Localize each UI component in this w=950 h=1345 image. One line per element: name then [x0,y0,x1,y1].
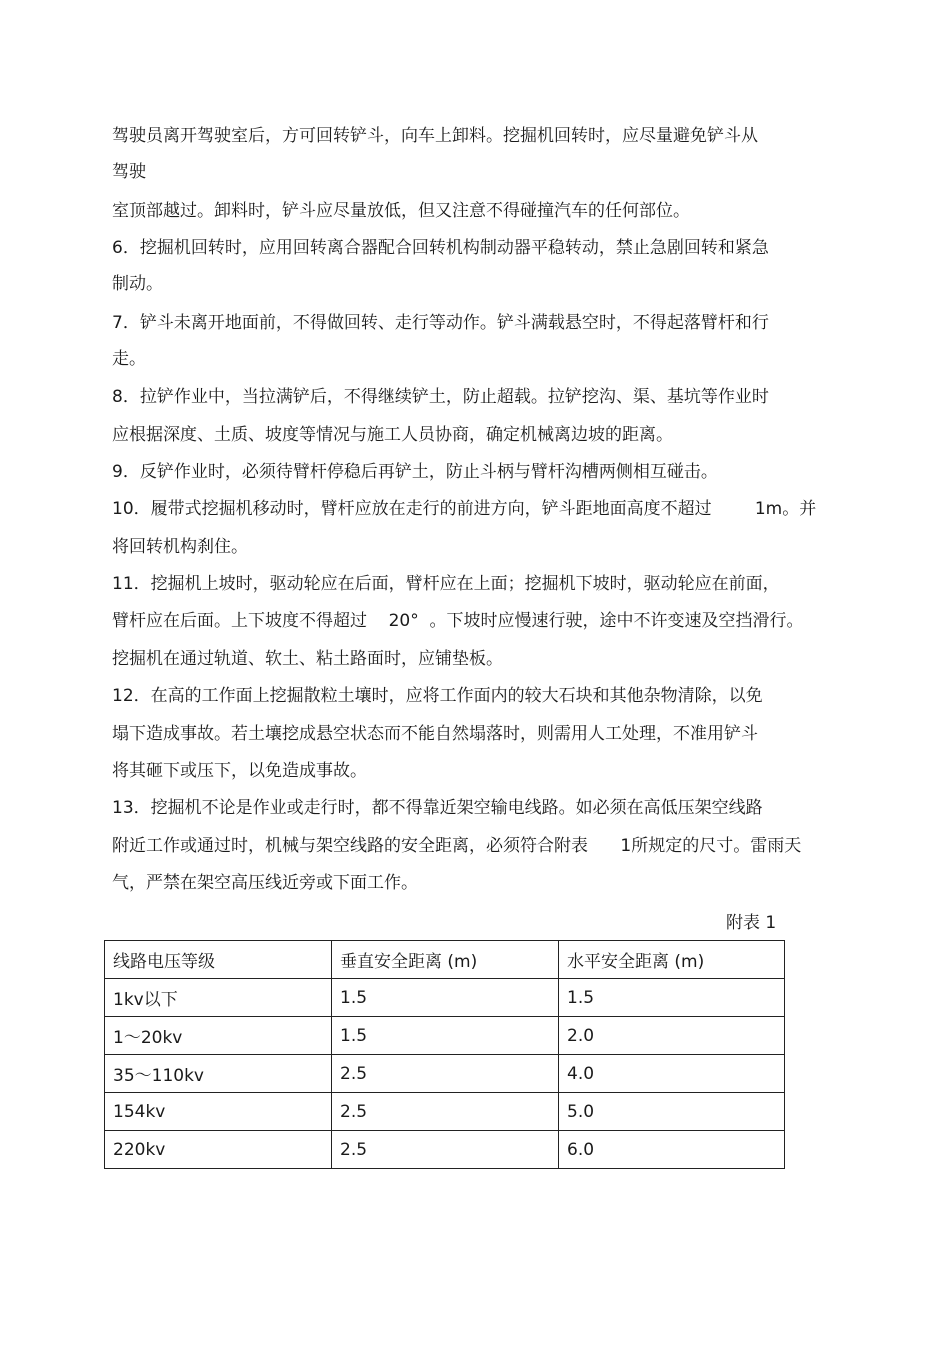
table-cell: 220kv [105,1131,332,1169]
table-header-row [105,941,785,979]
paragraph-line: 将回转机构刹住。 [112,537,248,557]
header-cell: 水平安全距离 (m) [559,941,785,979]
paragraph-line: 应根据深度、土质、坡度等情况与施工人员协商，确定机械离边坡的距离。 [112,425,673,445]
table-cell: 1.5 [332,1017,559,1055]
table-cell: 2.5 [332,1131,559,1169]
table-cell: 2.5 [332,1055,559,1093]
paragraph-line: 室顶部越过。卸料时，铲斗应尽量放低，但又注意不得碰撞汽车的任何部位。 [112,201,690,221]
table-row [105,1131,785,1169]
paragraph-line: 塌下造成事故。若土壤挖成悬空状态而不能自然塌落时，则需用人工处理，不准用铲斗 [112,724,758,744]
paragraph-line: 驾驶 [112,162,146,182]
paragraph-line: 驾驶员离开驾驶室后，方可回转铲斗，向车上卸料。挖掘机回转时，应尽量避免铲斗从 [112,126,758,146]
table-cell: 1.5 [559,979,785,1017]
table-caption: 附表 1 [726,913,777,933]
paragraph-line: 6．挖掘机回转时，应用回转离合器配合回转机构制动器平稳转动，禁止急剧回转和紧急 [112,238,769,258]
paragraph-line: 走。 [112,349,146,369]
table-cell: 1kv以下 [105,979,332,1017]
paragraph-line: 13．挖掘机不论是作业或走行时，都不得靠近架空输电线路。如必须在高低压架空线路 [112,798,763,818]
paragraph-line: 11．挖掘机上坡时，驱动轮应在后面，臂杆应在上面；挖掘机下坡时，驱动轮应在前面， [112,574,780,594]
table-cell: 1.5 [332,979,559,1017]
paragraph-line: 9．反铲作业时，必须待臂杆停稳后再铲土，防止斗柄与臂杆沟槽两侧相互碰击。 [112,462,718,482]
table-row [105,1055,785,1093]
header-cell: 垂直安全距离 (m) [332,941,559,979]
table-row [105,1093,785,1131]
table-cell: 6.0 [559,1131,785,1169]
paragraph-line: 将其砸下或压下，以免造成事故。 [112,761,367,781]
header-cell: 线路电压等级 [105,941,332,979]
table-cell: 2.0 [559,1017,785,1055]
paragraph-line: 8．拉铲作业中，当拉满铲后，不得继续铲土，防止超载。拉铲挖沟、渠、基坑等作业时 [112,387,769,407]
paragraph-line: 12．在高的工作面上挖掘散粒土壤时，应将工作面内的较大石块和其他杂物清除，以免 [112,686,763,706]
table-cell: 2.5 [332,1093,559,1131]
paragraph-line: 制动。 [112,274,163,294]
table-cell: 154kv [105,1093,332,1131]
safety-distance-table [104,940,785,1169]
paragraph-line: 气，严禁在架空高压线近旁或下面工作。 [112,873,418,893]
paragraph-line: 附近工作或通过时，机械与架空线路的安全距离，必须符合附表 1所规定的尺寸。雷雨天 [112,836,802,856]
paragraph-line: 10．履带式挖掘机移动时，臂杆应放在走行的前进方向，铲斗距地面高度不超过 1m。并 [112,499,817,519]
table-cell: 4.0 [559,1055,785,1093]
table-cell: 1～20kv [105,1017,332,1055]
paragraph-line: 臂杆应在后面。上下坡度不得超过 20° 。下坡时应慢速行驶，途中不许变速及空挡滑行。 [112,611,804,631]
table-row [105,1017,785,1055]
paragraph-line: 挖掘机在通过轨道、软土、粘土路面时，应铺垫板。 [112,649,503,669]
table-cell: 5.0 [559,1093,785,1131]
table-row [105,979,785,1017]
paragraph-line: 7．铲斗未离开地面前，不得做回转、走行等动作。铲斗满载悬空时，不得起落臂杆和行 [112,313,769,333]
table-cell: 35～110kv [105,1055,332,1093]
